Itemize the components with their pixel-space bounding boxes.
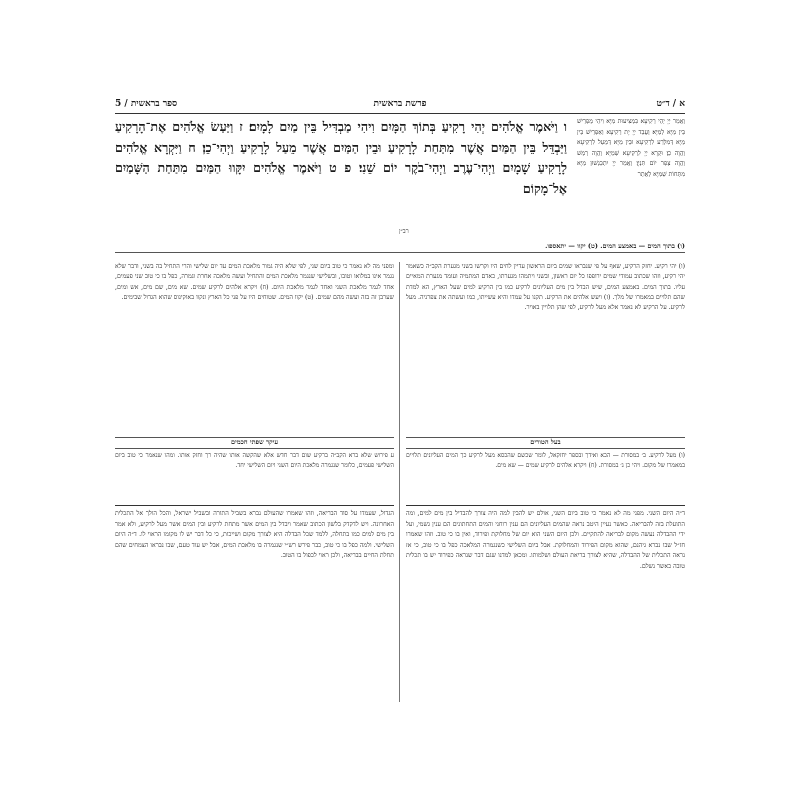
rashi-header-text: (ו) בתוך המים — באמצע המים. (ט) יקוו — יתאספו. [545,242,685,250]
siftei-chachamim-text: ע פירוש שלא ברא הקב״ה ברקיע שום דבר חדש אלא שהקשה אותו שהיה רך וחזק אותו. ומהו שנאמר כי טוב ביום השלישי פעמים, כלומר שנגמרה מלאכת היום השני ויום השלישי יחד. [115,451,394,469]
page-number: רב״ן [399,228,409,235]
rashi-header-line [115,228,685,253]
commentary-left-column: הגדול, שעמדו על סוד הבריאה, וזהו שאמרו שהעולם נברא בשביל התורה ובשביל ישראל, והכל הולך אל התכלית האחרונה. ויש לדקדק בלשון הכתוב שאמר ויבדל בין המים אשר מתחת לרקיע ובין המים אשר מעל לרקיע, ולא אמר בין מים למים כמו בתחלה, ללמד שכל הבדלה היא לצורך מקום ושייכות, כי כל דבר יש לו מקומו הראוי לו. ד״ה היום השלישי. ולמה כפל בו כי טוב, כבר פירש רש״י שנגמרה בו מלאכת המים, אבל יש עוד טעם, שבו נבראו הצמחים שהם תחלת החיים בבריאה, ולכן ראוי לכפול בו הטוב. [115,505,394,714]
book-title: ספר בראשית / 5 [115,99,178,109]
book-page [115,95,685,710]
parsha-title: פרשת בראשית [373,99,427,109]
baal-haturim-text: (ו) מעל לרקיע. ב׳ במסורת — הכא ואידך ובספר יחזקאל, לומר שכשם שהכסא מעל לרקיע כך המים העליונים תלויים במאמרו של מקום. ויהי כן ג׳ במסורת. (ח) ויקרא אלהים לרקיע שמים — שא מים. [406,451,685,469]
column-divider [399,262,400,702]
baal-haturim-box [406,437,685,497]
torah-text: ו וַיֹּאמֶר אֱלֹהִים יְהִי רָקִיעַ בְּתוֹךְ הַמָּיִם וִיהִי מַבְדִּיל בֵּין מַיִם לָמָיִם׃ ז וַיַּעַשׂ אֱלֹהִים אֶת־הָרָקִיעַ וַיַּבְדֵּל בֵּין הַמַּיִם אֲשֶׁר מִתַּחַת לָרָקִיעַ וּבֵין הַמַּיִם אֲשֶׁר מֵעַל לָרָקִיעַ וַיְהִי־כֵן׃ ח וַיִּקְרָא אֱלֹהִים לָרָקִיעַ שָׁמָיִם וַיְהִי־עֶרֶב וַיְהִי־בֹקֶר יוֹם שֵׁנִי׃ פ ט וַיֹּאמֶר אֱלֹהִים יִקָּווּ הַמַּיִם מִתַּחַת הַשָּׁמַיִם אֶל־מָקוֹם [115,119,567,196]
siftei-chachamim-box [115,437,394,497]
page-header [115,95,685,114]
siftei-chachamim-title: עיקר שפתי חכמים [115,438,394,449]
baal-haturim-title: בעל הטורים [406,438,685,449]
commentary-right-column: ד״ה היום השני. מפני מה לא נאמר כי טוב ביום השני, אולם יש להבין למה היה צורך להבדיל בין מים למים, ומה התועלת בזה להבריאה. כאשר נעיין היטב נראה שהמים העליונים הם ענין רוחני והמים התחתונים הם ענין גשמי, ועל ידי ההבדלה נעשה מקום לבריאה להתקיים. ולכן היום השני הוא יום של מחלוקת ופירוד, ואין בו כי טוב. וזהו שאמרו חז״ל שבו נברא גיהנם, שהוא מקום הפירוד והמחלוקת. אבל ביום השלישי כשנגמרה המלאכה כפל בו כי טוב, כי אז נראה התכלית של ההבדלה, שהיא לצורך בריאת העולם ושלמותו. ומכאן למדנו שגם דבר שנראה כפירוד יש בו תכלית טובה כאשר נשלם. [406,505,685,714]
rashi-left-column: ומפני מה לא נאמר כי טוב ביום שני, לפי שלא היה גמור מלאכת המים עד יום שלישי והרי התחיל בה בשני, ודבר שלא נגמר אינו במלואו וטובו, ובשלישי שנגמר מלאכת המים והתחיל ועשה מלאכה אחרת וגמרה, כפל בו כי טוב שני פעמים, אחד לגמר מלאכת השני ואחד לגמר מלאכת היום. (ח) ויקרא אלהים לרקיע שמים. שא מים, שם מים, אש ומים, שערבן זה בזה ועשה מהם שמים. (ט) יקוו המים. שטוחים היו על פני כל הארץ ונקוו באוקינוס שהוא הגדול שבימים. [115,263,394,301]
targum-column: וַאֲמַר יְיָ יְהֵי רְקִיעָא בִּמְצִיעוּת מַיָּא וִיהֵי מַפְרֵישׁ בֵּין מַיָּא לְמַיָּא׃ וַעֲבַד יְיָ יָת רְקִיעָא וְאַפְרֵישׁ בֵּין מַיָּא דְּמִלְּרַע לִרְקִיעָא וּבֵין מַיָּא דְּמֵעֵל לִרְקִיעָא וַהֲוָה כֵן׃ וּקְרָא יְיָ לִרְקִיעָא שְׁמַיָּא וַהֲוָה רְמַשׁ וַהֲוָה צְפַר יוֹם תִּנְיָן׃ וַאֲמַר יְיָ יִתְכַּנְשׁוּן מַיָּא מִתְּחוֹת שְׁמַיָּא לַאֲתַר [577,118,685,178]
rashi-right-column: (ו) יהי רקיע. יחזק הרקיע, שאף על פי שנבראו שמים ביום הראשון עדיין לחים היו וקרשו בשני מגערת הקב״ה כשאמר יהי רקיע, וזהו שכתוב עמודי שמים ירופפו כל יום ראשון, ובשני ויתמהו מגערתו, כאדם המתמיה ועומד מגערת המאיים עליו. בתוך המים. באמצע המים, שיש הבדל בין מים העליונים לרקיע כמו בין הרקיע למים שעל הארץ, הא למדת שהם תלויים במאמרו של מלך. (ז) ויעש אלהים את הרקיע. תקנו על עמדו והיא עשייתו, כמו ועשתה את צפרניה. מעל לרקיע. על הרקיע לא נאמר אלא מעל לרקיע, לפי שהן תלויין באויר. [406,263,685,312]
page-marker: א / ד״ט [656,99,685,109]
